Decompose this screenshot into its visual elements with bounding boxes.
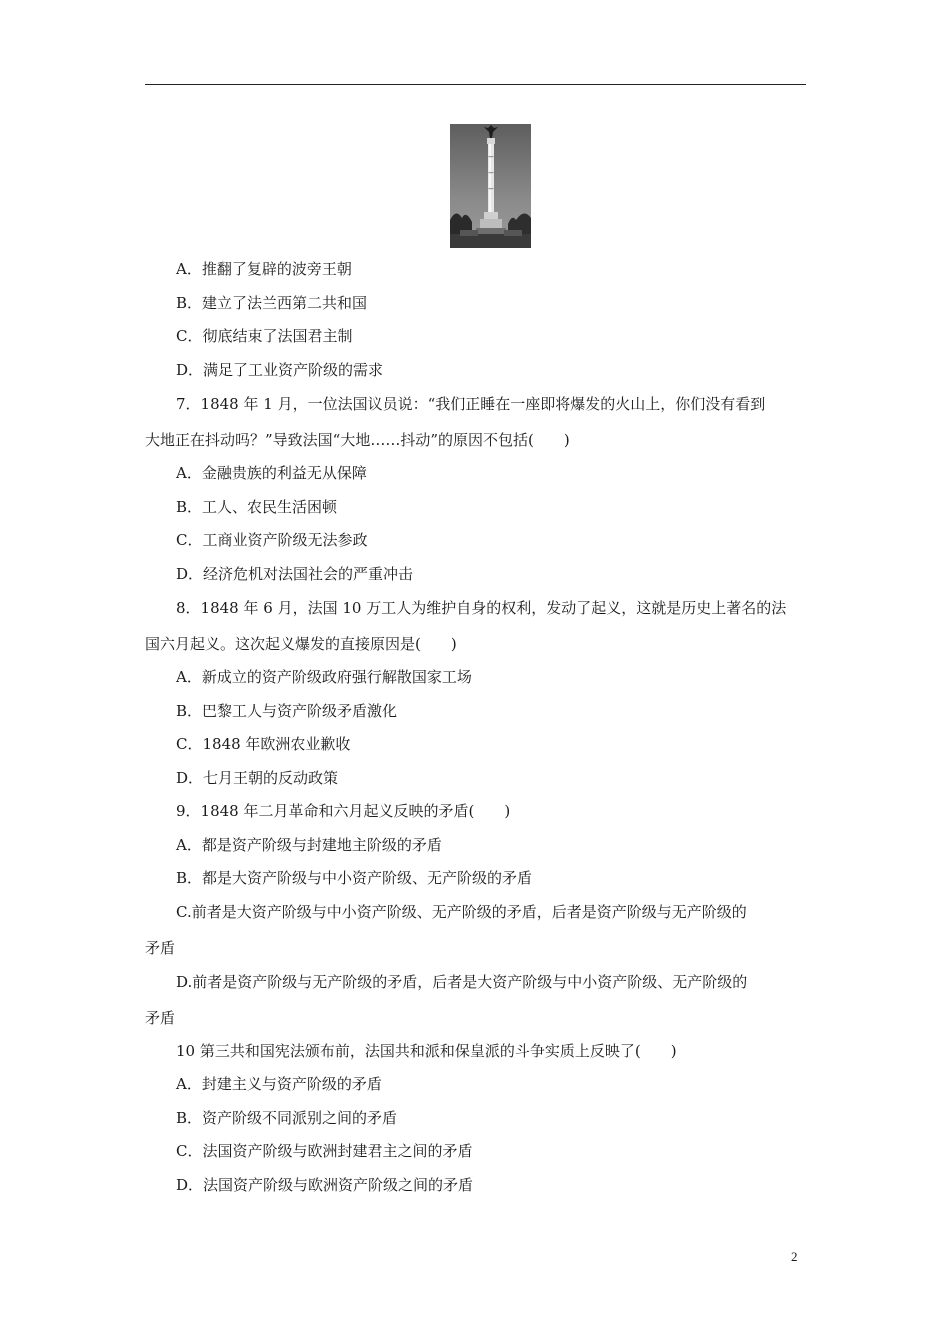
q8-stem-line1: 8．1848 年 6 月，法国 10 万工人为维护自身的权利，发动了起义，这就是历史上著名的法: [176, 599, 787, 617]
q7-option-c: C．工商业资产阶级无法参政: [176, 531, 368, 549]
q10-stem: 10 第三共和国宪法颁布前，法国共和派和保皇派的斗争实质上反映了( ): [176, 1042, 677, 1060]
q10-option-c: C．法国资产阶级与欧洲封建君主之间的矛盾: [176, 1142, 473, 1160]
q9-option-d-line2: 矛盾: [145, 1009, 176, 1027]
q8-option-c: C．1848 年欧洲农业歉收: [176, 735, 351, 753]
q6-option-a: A．推翻了复辟的波旁王朝: [176, 260, 352, 278]
q10-option-b: B．资产阶级不同派别之间的矛盾: [176, 1109, 398, 1127]
q7-option-a: A．金融贵族的利益无从保障: [176, 464, 367, 482]
q8-stem-line2: 国六月起义。这次起义爆发的直接原因是( ): [145, 635, 457, 653]
july-column-photo: [450, 124, 531, 248]
q7-stem-line1: 7．1848 年 1 月，一位法国议员说：“我们正睡在一座即将爆发的火山上，你们没有看到: [176, 395, 766, 413]
q7-option-d: D．经济危机对法国社会的严重冲击: [176, 565, 414, 583]
q9-option-c-line1: C.前者是大资产阶级与中小资产阶级、无产阶级的矛盾，后者是资产阶级与无产阶级的: [176, 903, 747, 921]
q10-option-d: D．法国资产阶级与欧洲资产阶级之间的矛盾: [176, 1176, 474, 1194]
q8-option-d: D．七月王朝的反动政策: [176, 769, 339, 787]
q9-option-c-line2: 矛盾: [145, 939, 176, 957]
q9-option-a: A．都是资产阶级与封建地主阶级的矛盾: [176, 836, 442, 854]
q6-option-b: B．建立了法兰西第二共和国: [176, 294, 368, 312]
q9-option-d-line1: D.前者是资产阶级与无产阶级的矛盾，后者是大资产阶级与中小资产阶级、无产阶级的: [176, 973, 748, 991]
q9-option-b: B．都是大资产阶级与中小资产阶级、无产阶级的矛盾: [176, 869, 533, 887]
q8-option-a: A．新成立的资产阶级政府强行解散国家工场: [176, 668, 472, 686]
q6-option-d: D．满足了工业资产阶级的需求: [176, 361, 384, 379]
q6-option-c: C．彻底结束了法国君主制: [176, 327, 353, 345]
header-rule: [145, 84, 806, 85]
page-number: 2: [791, 1249, 798, 1264]
q8-option-b: B．巴黎工人与资产阶级矛盾激化: [176, 702, 398, 720]
q10-option-a: A．封建主义与资产阶级的矛盾: [176, 1075, 382, 1093]
q7-option-b: B．工人、农民生活困顿: [176, 498, 338, 516]
q7-stem-line2: 大地正在抖动吗？”导致法国“大地……抖动”的原因不包括( ): [145, 431, 570, 449]
q9-stem: 9．1848 年二月革命和六月起义反映的矛盾( ): [176, 802, 511, 820]
